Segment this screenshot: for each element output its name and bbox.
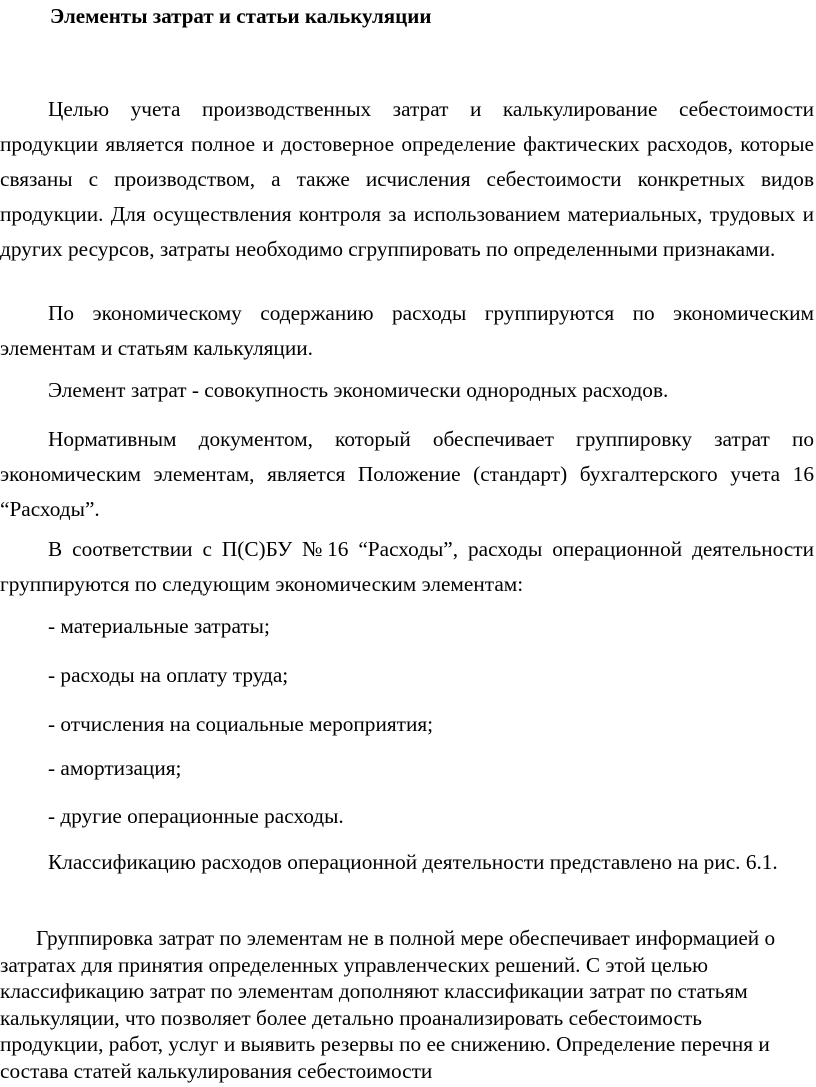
- paragraph-cost-element-definition: Элемент затрат - совокупность экономически однородных расходов.: [48, 378, 669, 402]
- paragraph-psbu-16: В соответствии с П(С)БУ №16 “Расходы”, расходы операционной деятельности группируются по следующим экономическим элементам:: [0, 537, 814, 596]
- paragraph-grouping-by-elements: Группировка затрат по элементам не в полной мере обеспечивает информацией о затратах для принятия определенных управленческих решений. С этой целью классификацию затрат по элементам дополняют классификации затрат по статьям калькуляции, что позволяет более детально проанализировать себестоимость продукции, работ, услуг и выявить резервы по ее снижению. Определение перечня и состава статей калькулирования себестоимости: [0, 926, 776, 1083]
- list-item: - другие операционные расходы.: [48, 804, 344, 828]
- paragraph-classification-figure: Классификацию расходов операционной деятельности представлено на рис. 6.1.: [48, 850, 778, 874]
- list-item: - отчисления на социальные мероприятия;: [48, 712, 434, 736]
- paragraph-economic-content: По экономическому содержанию расходы группируются по экономическим элементам и статьям калькуляции.: [0, 301, 814, 360]
- list-item: - амортизация;: [48, 756, 182, 780]
- paragraph-purpose: Целью учета производственных затрат и калькулирование себестоимости продукции является полное и достоверное определение фактических расходов, которые связаны с производством, а также исчисления себестоимости конкретных видов продукции. Для осуществления контроля за использованием материальных, трудовых и других ресурсов, затраты необходимо сгруппировать по определенными признаками.: [0, 97, 814, 261]
- paragraph-normative-document: Нормативным документом, который обеспечивает группировку затрат по экономическим элементам, является Положение (стандарт) бухгалтерского учета 16 “Расходы”.: [0, 427, 814, 521]
- document-title: Элементы затрат и статьи калькуляции: [50, 4, 432, 28]
- list-item: - расходы на оплату труда;: [48, 663, 289, 687]
- list-item: - материальные затраты;: [48, 614, 270, 638]
